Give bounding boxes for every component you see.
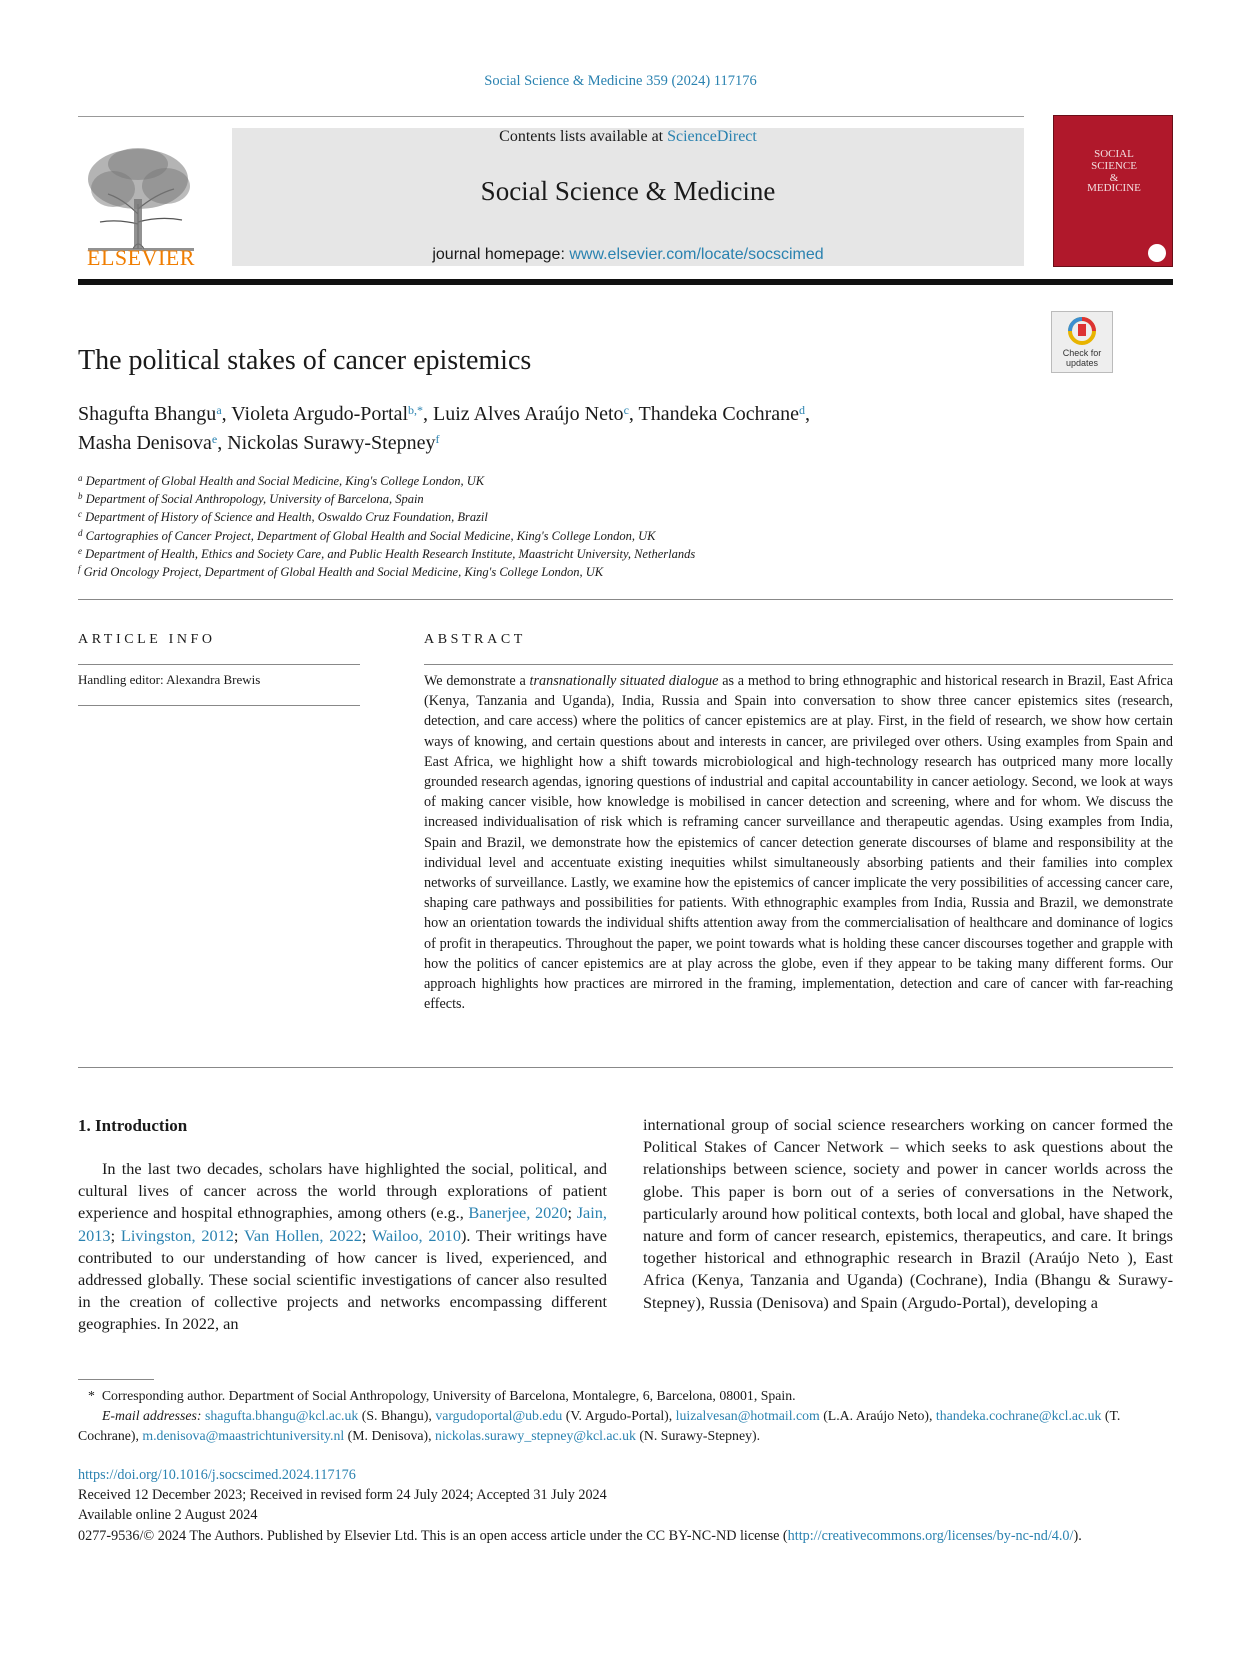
publication-info <box>78 1465 1173 1546</box>
affiliation-list <box>78 472 1078 581</box>
citation-link[interactable]: Livingston, 2012 <box>120 1225 234 1245</box>
author-separator: , <box>423 403 434 425</box>
affiliation-text: Cartographies of Cancer Project, Department of Global Health and Social Medicine, King's College London, UK <box>85 528 656 543</box>
affiliation-text: Department of Social Anthropology, University of Barcelona, Spain <box>85 492 424 507</box>
affiliation-item <box>78 527 1078 545</box>
section-heading-introduction: 1. Introduction <box>78 1116 188 1135</box>
email-label: E-mail addresses: <box>102 1408 202 1424</box>
affiliation-item <box>78 472 1078 490</box>
citation-separator: ; <box>361 1225 372 1245</box>
citation-link[interactable]: Wailoo, 2010 <box>371 1225 461 1245</box>
email-owner: (V. Argudo-Portal), <box>562 1408 676 1424</box>
sciencedirect-link[interactable]: ScienceDirect <box>667 128 757 145</box>
affiliation-key: d <box>78 527 83 538</box>
email-link[interactable]: thandeka.cochrane@kcl.ac.uk <box>935 1408 1102 1424</box>
check-updates-icon <box>1067 316 1097 346</box>
contents-prefix: Contents lists available at <box>499 128 668 145</box>
homepage-link[interactable]: www.elsevier.com/locate/socscimed <box>569 246 824 263</box>
affiliation-key: f <box>78 564 81 575</box>
affiliation-item <box>78 563 1078 581</box>
citation-link[interactable]: Van Hollen, 2022 <box>243 1225 362 1245</box>
email-owner: (S. Bhangu), <box>358 1408 436 1424</box>
homepage-prefix: journal homepage: <box>432 246 570 263</box>
author-separator: , <box>221 403 232 425</box>
author-separator: , <box>217 432 228 454</box>
divider <box>78 1067 1173 1068</box>
affiliation-key: e <box>78 545 82 556</box>
divider <box>78 664 360 665</box>
affiliation-text: Grid Oncology Project, Department of Global Health and Social Medicine, King's College London, UK <box>83 565 604 580</box>
journal-title: Social Science & Medicine <box>480 176 776 206</box>
author-affiliation-mark[interactable]: d <box>799 403 806 417</box>
email-link[interactable]: m.denisova@maastrichtuniversity.nl <box>142 1428 345 1444</box>
license-text: 0277-9536/© 2024 The Authors. Published by Elsevier Ltd. This is an open access article under the CC BY-NC-ND license ( <box>78 1527 788 1544</box>
cover-badge-icon <box>1148 244 1166 262</box>
intro-text: ). Their writings have contributed to our understanding of how cancer is lived, experienced, and addressed globally. These social scientific investigations of cancer also resulted in the creation of collective projects and networks encompassing different geographies. In 2022, an <box>78 1225 607 1334</box>
article-title: The political stakes of cancer epistemics <box>78 345 532 376</box>
check-updates-label: Check for updates <box>1062 348 1102 368</box>
license-link[interactable]: http://creativecommons.org/licenses/by-nc-nd/4.0/ <box>787 1527 1074 1544</box>
check-for-updates-badge[interactable] <box>1051 311 1113 373</box>
journal-cover[interactable] <box>1053 115 1173 267</box>
footnotes <box>78 1386 1173 1447</box>
cover-line-1: SOCIAL <box>1094 148 1134 160</box>
email-addresses <box>78 1406 1173 1446</box>
affiliation-text: Department of Global Health and Social Medicine, King's College London, UK <box>85 474 485 488</box>
abstract-emphasis: transnationally situated dialogue <box>529 673 719 689</box>
cover-line-2: SCIENCE <box>1091 160 1137 172</box>
author-name[interactable]: Nickolas Surawy-Stepney <box>227 432 436 454</box>
available-online: Available online 2 August 2024 <box>78 1507 258 1524</box>
email-owner: (N. Surawy-Stepney). <box>635 1428 761 1444</box>
doi-link[interactable]: https://doi.org/10.1016/j.socscimed.2024.117176 <box>78 1467 356 1483</box>
intro-paragraph: international group of social science researchers working on cancer formed the Political Stakes of Cancer Network – which seeks to ask questions about the relationships between science, society and power in cancer worlds across the globe. This paper is born out of a series of conversations in the Network, particularly around how political contexts, both local and global, have shaped the nature and form of cancer research, epistemics, therapeutics, and care. It brings together historical and ethnographic research in Brazil (Araújo Neto ), East Africa (Kenya, Tanzania and Uganda) (Cochrane), India (Bhangu & Surawy-Stepney), Russia (Denisova) and Spain (Argudo-Portal), developing a <box>643 1115 1173 1312</box>
divider <box>78 705 360 706</box>
author-name[interactable]: Shagufta Bhangu <box>78 403 217 425</box>
email-link[interactable]: vargudoportal@ub.edu <box>435 1408 563 1424</box>
author-affiliation-mark[interactable]: c <box>623 403 629 417</box>
email-link[interactable]: shagufta.bhangu@kcl.ac.uk <box>204 1408 359 1424</box>
citation-separator: ; <box>110 1225 121 1245</box>
citation-separator: ; <box>233 1225 244 1245</box>
affiliation-item <box>78 490 1078 508</box>
affiliation-key: a <box>78 473 83 483</box>
divider <box>78 599 1173 600</box>
handling-editor: Handling editor: Alexandra Brewis <box>78 672 261 687</box>
author-name[interactable]: Luiz Alves Araújo Neto <box>433 403 624 425</box>
affiliation-item <box>78 545 1078 563</box>
email-link[interactable]: luizalvesan@hotmail.com <box>675 1408 820 1424</box>
author-affiliation-mark[interactable]: b,* <box>408 403 424 417</box>
author-affiliation-mark[interactable]: e <box>211 432 218 446</box>
affiliation-item <box>78 508 1078 526</box>
corresponding-author-note <box>78 1386 1173 1406</box>
email-owner: (T. Cochrane), <box>78 1408 1121 1444</box>
author-list <box>78 400 1098 458</box>
affiliation-text: Department of Health, Ethics and Society Care, and Public Health Research Institute, Maastricht University, Netherlands <box>85 546 696 561</box>
author-name[interactable]: Thandeka Cochrane <box>638 403 800 425</box>
affiliation-text: Department of History of Science and Health, Oswaldo Cruz Foundation, Brazil <box>85 510 488 525</box>
email-link[interactable]: nickolas.surawy_stepney@kcl.ac.uk <box>435 1428 636 1444</box>
contents-line <box>232 128 1024 146</box>
citation-link[interactable]: Banerjee, 2020 <box>468 1203 568 1223</box>
abstract-heading: ABSTRACT <box>424 632 526 647</box>
license-end: ). <box>1073 1527 1082 1544</box>
elsevier-wordmark: ELSEVIER <box>87 245 195 270</box>
cover-line-3: & <box>1109 172 1119 184</box>
license-statement <box>78 1526 1173 1546</box>
citation-link[interactable]: Jain, 2013 <box>78 1203 607 1245</box>
author-name[interactable]: Violeta Argudo-Portal <box>231 403 409 425</box>
corresponding-text: Corresponding author. Department of Social Anthropology, University of Barcelona, Montalegre, 6, Barcelona, 08001, Spain. <box>101 1388 796 1403</box>
abstract-body: as a method to bring ethnographic and historical research in Brazil, East Africa (Kenya, Tanzania and Uganda), India, Russia and Spain into conversation to show three cancer epistemics sites (research, detection, and care access) where the politics of cancer epistemics are at play. First, in the field of research, we show how certain ways of knowing, and certain questions about and interests in cancer, are privileged over others. Using examples from Spain and East Africa, we highlight how a shift towards microbiological and high-technology research has outpriced many more locally grounded research agendas, ignoring questions of industrial and capital accountability in cancer aetiology. Second, we look at ways of making cancer visible, how knowledge is mobilised in cancer detection and screening, where and for whom. We discuss the increased individualisation of risk which is reframing cancer surveillance and therapeutic agendas. Using examples from India, Spain and Brazil, we demonstrate how the epistemics of cancer detection generate discourses of blame and responsibility at the individual level and accentuate existing inequities whilst simultaneously absorbing patients and their families into complex networks of surveillance. Lastly, we examine how the epistemics of cancer implicate the very possibilities of accessing cancer care, shaping care pathways and possibilities for patients. With ethnographic examples from India, Russia and Brazil, we demonstrate how an orientation towards the individual shifts attention away from the commercialisation of healthcare and dominance of logics of profit in therapeutics. Throughout the paper, we point towards what is holding these cancer discourses together and grapple with how the politics of cancer epistemics are at play across the globe, even if they appear to be taking many different forms. Our approach highlights how practices are mirrored in the framing, implementation, detection and care of cancer with far-reaching effects. <box>424 673 1173 1013</box>
author-name[interactable]: Masha Denisova <box>78 432 212 454</box>
homepage-line <box>232 246 1024 264</box>
received-dates: Received 12 December 2023; Received in revised form 24 July 2024; Accepted 31 July 2024 <box>78 1487 607 1504</box>
intro-right-column <box>643 1114 1173 1314</box>
corresponding-mark: * <box>88 1388 95 1403</box>
affiliation-key: c <box>78 509 82 520</box>
email-owner: (M. Denisova), <box>344 1428 436 1444</box>
citation-separator: ; <box>567 1203 577 1223</box>
author-separator: , <box>628 403 639 425</box>
intro-paragraph <box>78 1158 607 1336</box>
affiliation-key: b <box>78 491 83 502</box>
footnote-rule <box>78 1379 154 1380</box>
author-affiliation-mark[interactable]: a <box>216 403 222 417</box>
author-affiliation-mark[interactable]: f <box>435 432 440 446</box>
cover-line-4: MEDICINE <box>1087 182 1141 194</box>
email-owner: (L.A. Araújo Neto), <box>819 1408 936 1424</box>
intro-text: In the last two decades, scholars have highlighted the social, political, and cultural lives of cancer across the world through explorations of patient experience and hospital ethnographies, among others (e.g., <box>78 1159 607 1223</box>
abstract-lead: We demonstrate a <box>424 673 530 689</box>
journal-citation[interactable]: Social Science & Medicine 359 (2024) 117176 <box>484 73 757 89</box>
abstract-text <box>424 671 1173 1014</box>
intro-left-column <box>78 1158 607 1336</box>
top-rule <box>78 116 1024 117</box>
article-info-heading: ARTICLE INFO <box>78 632 216 647</box>
author-separator: , <box>805 403 811 425</box>
divider <box>424 664 1173 665</box>
masthead-thick-rule <box>78 279 1173 285</box>
